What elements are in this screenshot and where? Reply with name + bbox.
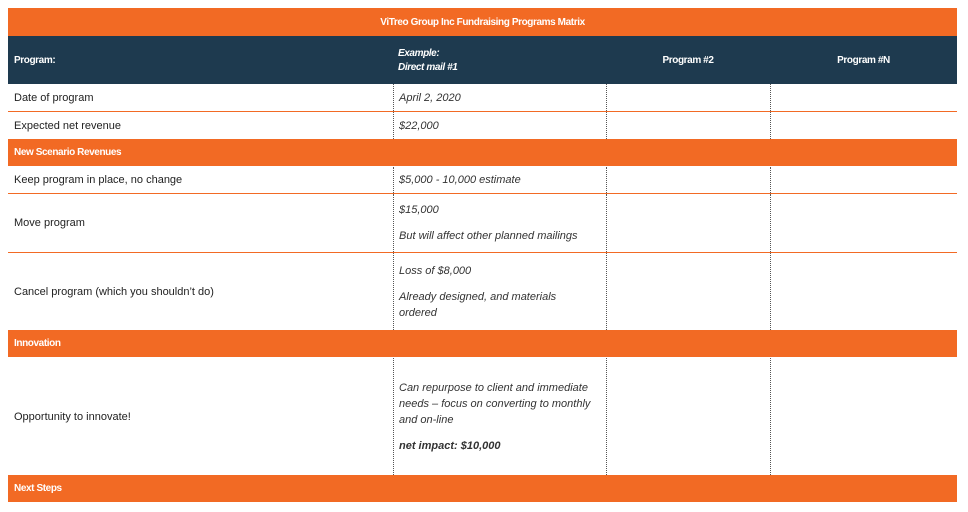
table-row-innovate: [8, 358, 957, 475]
header-row: [8, 36, 957, 84]
cell-program-2[interactable]: [606, 253, 770, 330]
row-label: Cancel program (which you shouldn’t do): [14, 285, 214, 298]
section-next-steps: Next Steps: [8, 475, 957, 503]
cell-program-2[interactable]: [606, 84, 770, 111]
matrix-title: ViTreo Group Inc Fundraising Programs Matrix: [8, 8, 957, 36]
section-new-scenario-revenues: New Scenario Revenues: [8, 139, 957, 167]
cell-program-2[interactable]: [606, 358, 770, 475]
cell-program-n[interactable]: [770, 194, 957, 252]
header-example-line2: Direct mail #1: [398, 61, 458, 73]
cell-program-2[interactable]: [606, 194, 770, 252]
cell-example: [393, 84, 606, 111]
cell-program-n[interactable]: [770, 84, 957, 111]
cell-text: $15,000: [399, 204, 439, 216]
row-label: Expected net revenue: [14, 119, 122, 132]
table-row-keep: [8, 167, 957, 194]
header-program-n: Program #N: [837, 54, 890, 66]
cell-text: $22,000: [399, 119, 439, 132]
programs-matrix: [8, 8, 957, 503]
header-program-2: Program #2: [662, 54, 714, 66]
cell-text: Can repurpose to client and immediate needs – focus on converting to monthly and on-line: [399, 381, 591, 426]
cell-example: [393, 112, 606, 139]
row-label: Date of program: [14, 91, 94, 104]
cell-example: [393, 167, 606, 193]
cell-program-n[interactable]: [770, 358, 957, 475]
cell-text-net-impact: net impact: $10,000: [399, 439, 501, 452]
table-row-cancel: [8, 253, 957, 330]
table-row-date: [8, 84, 957, 112]
cell-program-n[interactable]: [770, 167, 957, 193]
header-program: Program:: [14, 54, 56, 66]
cell-text: But will affect other planned mailings: [399, 230, 578, 242]
row-label: Move program: [14, 217, 85, 229]
cell-program-2[interactable]: [606, 112, 770, 139]
header-example: [393, 36, 606, 84]
cell-example: [393, 194, 606, 252]
row-label: Keep program in place, no change: [14, 174, 183, 186]
cell-example: [393, 358, 606, 475]
cell-text: Already designed, and materials ordered: [399, 290, 557, 319]
header-example-line1: Example:: [398, 47, 440, 59]
row-label: Opportunity to innovate!: [14, 410, 131, 423]
cell-program-n[interactable]: [770, 253, 957, 330]
table-row-revenue: [8, 112, 957, 139]
table-row-move: [8, 194, 957, 253]
cell-program-n[interactable]: [770, 112, 957, 139]
cell-example: [393, 253, 606, 330]
cell-text: April 2, 2020: [399, 91, 461, 104]
cell-program-2[interactable]: [606, 167, 770, 193]
cell-text: $5,000 - 10,000 estimate: [399, 174, 521, 186]
cell-text: Loss of $8,000: [399, 264, 472, 277]
section-innovation: Innovation: [8, 330, 957, 358]
